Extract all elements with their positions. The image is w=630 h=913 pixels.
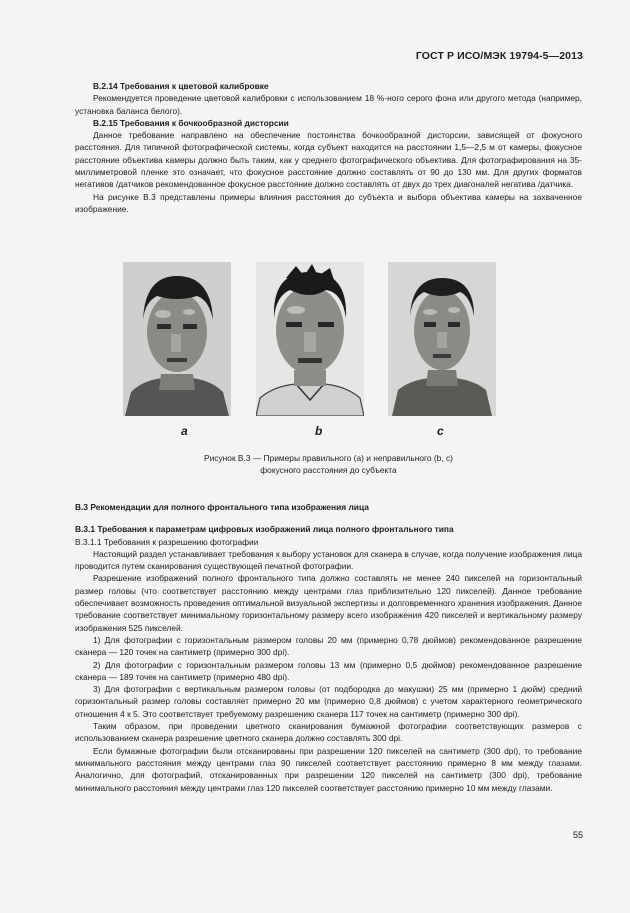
paragraph-b214: Рекомендуется проведение цветовой калибровки с использованием 18 %-ного серого фона или другого метода (например, установка баланса белого). xyxy=(75,93,582,116)
document-header: ГОСТ Р ИСО/МЭК 19794-5—2013 xyxy=(415,50,583,62)
figure-caption-line2: фокусного расстояния до субъекта xyxy=(260,465,397,476)
paragraph-b311-5: 3) Для фотографии с вертикальным размером головы (от подбородка до макушки) 25 мм (примерно 1 дюйм) средний горизонтальный размер головы составляет примерно 20 мм (примерно 0,8 дюймов) с учетом характерного геометрического отношения 4 к 5. Это соответствует требуемому разрешению сканера 117 точек на сантиметр (примерно 300 dpi). xyxy=(75,684,582,719)
paragraph-b311-3: 1) Для фотографии с горизонтальным размером головы 20 мм (примерно 0,78 дюймов) рекомендованное разрешение сканера — 120 точек на сантиметр (примерно 300 dpi). xyxy=(75,634,582,658)
page-number: 55 xyxy=(572,830,583,840)
figure-caption xyxy=(75,452,582,477)
lower-text-block xyxy=(75,501,582,794)
figure-label-c: c xyxy=(437,424,444,438)
heading-b311: В.3.1.1 Требования к разрешению фотографии xyxy=(75,536,259,547)
face-photo-c xyxy=(388,262,496,416)
figure-label-b: b xyxy=(315,424,323,438)
face-photo-b xyxy=(256,262,364,416)
paragraph-b215-2: На рисунке В.3 представлены примеры влияния расстояния до субъекта и выбора объектива камеры на захваченное изображение. xyxy=(75,191,582,214)
figure-caption-line1: Рисунок В.3 — Примеры правильного (а) и неправильного (b, c) xyxy=(204,453,453,463)
paragraph-b311-6: Таким образом, при проведении цветного сканирования бумажной фотографии соответствующих размеров с использованием сканера разрешение цветного сканера должно составлять 300 dpi. xyxy=(75,721,582,744)
paragraph-b311-4: 2) Для фотографии с горизонтальным размером головы 13 мм (примерно 0,5 дюймов) рекомендованное разрешение сканера — 189 точек на сантиметр (примерно 480 dpi). xyxy=(75,659,582,682)
paragraph-b215-1: Данное требование направлено на обеспечение постоянства бочкообразной дисторсии, зависящей от фокусного расстояния. Для типичной фотографической системы, когда субъект находится на расстоянии 1,5—2,5 м от камеры, фокусное расстояние объектива камеры должно быть таким, как у среднего фотографического объектива. Для фотографирования на 35-миллиметровой пленке это означает, что фокусное расстояние должно составлять от 90 до 130 мм. Для других форматов негативов /датчиков рекомендованное фокусное расстояние должно составлять от двух до трех диагоналей негатива /датчика. xyxy=(75,130,582,190)
paragraph-b311-7: Если бумажные фотографии были отсканированы при разрешении 120 пикселей на сантиметр (300 dpi), то требование минимального расстояния между центрами глаз 90 пикселей соответствует расстоянию примерно 8 мм между глазами. Аналогично, для фотографий, отсканированных при разрешении 120 пикселей на сантиметр (300 dpi), требование минимального расстояния между центрами глаз 120 пикселей соответствует расстоянию примерно 10 мм между глазами. xyxy=(75,745,582,793)
face-photo-a xyxy=(123,262,231,416)
heading-b31: В.3.1 Требования к параметрам цифровых изображений лица полного фронтального типа xyxy=(75,524,454,535)
heading-b214: В.2.14 Требования к цветовой калибровке xyxy=(93,81,269,91)
paragraph-b311-2: Разрешение изображений полного фронтального типа должно составлять не менее 240 пикселей на горизонтальный размер головы (что соответствует расстоянию между центрами глаз приблизительно 120 пикселей). Данное требование обеспечивает возможность проведения оптимальной визуальной экспертизы и долговременного хранения изображения. Данное требование соответствует минимальному горизонтальному размеру всего изображения 420 пикселей и вертикальному размеру изображения 525 пикселей. xyxy=(75,573,582,633)
upper-text-block xyxy=(75,80,582,215)
paragraph-b311-1: Настоящий раздел устанавливает требования к выбору установок для сканера в случае, когда получение изображения лица проводится путем сканирования существующей печатной фотографии. xyxy=(75,548,582,572)
figure-b3-photos xyxy=(123,262,496,416)
figure-label-a: a xyxy=(181,424,188,438)
heading-b215: В.2.15 Требования к бочкообразной дисторсии xyxy=(93,117,289,128)
heading-b3: В.3 Рекомендации для полного фронтального типа изображения лица xyxy=(75,502,369,512)
